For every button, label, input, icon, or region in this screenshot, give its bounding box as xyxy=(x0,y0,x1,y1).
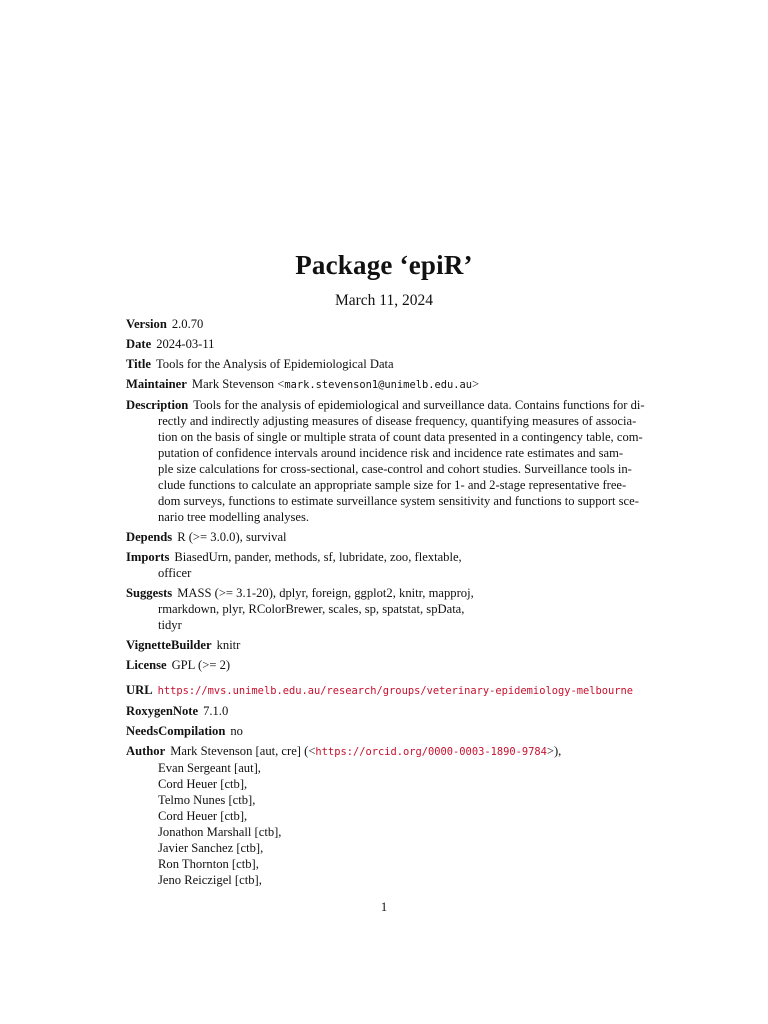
field-version xyxy=(126,316,646,332)
field-label: Maintainer xyxy=(126,377,187,391)
field-label: VignetteBuilder xyxy=(126,638,212,652)
orcid-link[interactable]: https://orcid.org/0000-0003-1890-9784 xyxy=(315,746,547,758)
description-line: rectly and indirectly adjusting measures of disease frequency, quantifying measures of associa- xyxy=(158,414,637,428)
field-value: 2.0.70 xyxy=(171,317,204,331)
field-value: Tools for the Analysis of Epidemiological Data xyxy=(155,357,394,371)
description-line: dom surveys, functions to estimate surveillance system sensitivity and functions to support sce- xyxy=(158,494,639,508)
maintainer-suffix: > xyxy=(472,377,480,391)
field-url xyxy=(126,682,646,699)
author-line: Jeno Reiczigel [ctb], xyxy=(158,873,262,887)
field-imports xyxy=(126,549,646,581)
maintainer-email: mark.stevenson1@unimelb.edu.au xyxy=(284,379,472,391)
description-line: putation of confidence intervals around incidence risk and incidence rate estimates and sam- xyxy=(158,446,624,460)
author-line: Ron Thornton [ctb], xyxy=(158,857,259,871)
field-value: 7.1.0 xyxy=(203,704,229,718)
page-number: 1 xyxy=(380,900,388,914)
description-line: nario tree modelling analyses. xyxy=(158,510,310,524)
field-author xyxy=(126,743,646,888)
field-label: NeedsCompilation xyxy=(126,724,226,738)
field-value: 2024-03-11 xyxy=(156,337,215,351)
suggests-line: rmarkdown, plyr, RColorBrewer, scales, sp, spatstat, spData, xyxy=(158,602,465,616)
field-label: Description xyxy=(126,398,189,412)
field-label: Version xyxy=(126,317,167,331)
field-label: Depends xyxy=(126,530,173,544)
author-suffix: >), xyxy=(546,744,562,758)
field-label: URL xyxy=(126,683,153,697)
field-title xyxy=(126,356,646,372)
author-prefix: Mark Stevenson [aut, cre] (< xyxy=(170,744,316,758)
field-depends xyxy=(126,529,646,545)
field-value: knitr xyxy=(216,638,241,652)
url-link[interactable]: https://mvs.unimelb.edu.au/research/groups/veterinary-epidemiology-melbourne xyxy=(157,685,634,697)
field-label: Title xyxy=(126,357,151,371)
author-line: Javier Sanchez [ctb], xyxy=(158,841,264,855)
description-line: clude functions to calculate an appropriate sample size for 1- and 2-stage representative free- xyxy=(158,478,627,492)
field-label: Date xyxy=(126,337,152,351)
suggests-line: tidyr xyxy=(158,618,182,632)
author-line: Cord Heuer [ctb], xyxy=(158,777,248,791)
field-date xyxy=(126,336,646,352)
description-line: tion on the basis of single or multiple strata of count data presented in a contingency table, com- xyxy=(158,430,643,444)
field-roxygennote xyxy=(126,703,646,719)
imports-line: BiasedUrn, pander, methods, sf, lubridate, zoo, flextable, xyxy=(174,550,462,564)
field-value: no xyxy=(230,724,243,738)
maintainer-name: Mark Stevenson < xyxy=(191,377,285,391)
field-needscompilation xyxy=(126,723,646,739)
description-line: ple size calculations for cross-sectional, case-control and cohort studies. Surveillance tools in- xyxy=(158,462,632,476)
field-label: Author xyxy=(126,744,166,758)
author-line: Jonathon Marshall [ctb], xyxy=(158,825,282,839)
package-date: March 11, 2024 xyxy=(334,292,433,309)
description-line: Tools for the analysis of epidemiological and surveillance data. Contains functions for di- xyxy=(193,398,645,412)
field-description xyxy=(126,397,646,525)
package-fields xyxy=(126,316,646,892)
field-suggests xyxy=(126,585,646,633)
field-label: Imports xyxy=(126,550,170,564)
package-title: Package ‘epiR’ xyxy=(295,250,473,280)
author-line: Evan Sergeant [aut], xyxy=(158,761,261,775)
suggests-line: MASS (>= 3.1-20), dplyr, foreign, ggplot2, knitr, mapproj, xyxy=(177,586,474,600)
field-label: License xyxy=(126,658,167,672)
author-line: Cord Heuer [ctb], xyxy=(158,809,248,823)
field-label: RoxygenNote xyxy=(126,704,199,718)
field-value: GPL (>= 2) xyxy=(171,658,231,672)
field-license xyxy=(126,657,646,673)
field-maintainer xyxy=(126,376,646,393)
field-label: Suggests xyxy=(126,586,173,600)
author-line: Telmo Nunes [ctb], xyxy=(158,793,256,807)
field-value: R (>= 3.0.0), survival xyxy=(177,530,287,544)
field-vignettebuilder xyxy=(126,637,646,653)
imports-line: officer xyxy=(158,566,192,580)
